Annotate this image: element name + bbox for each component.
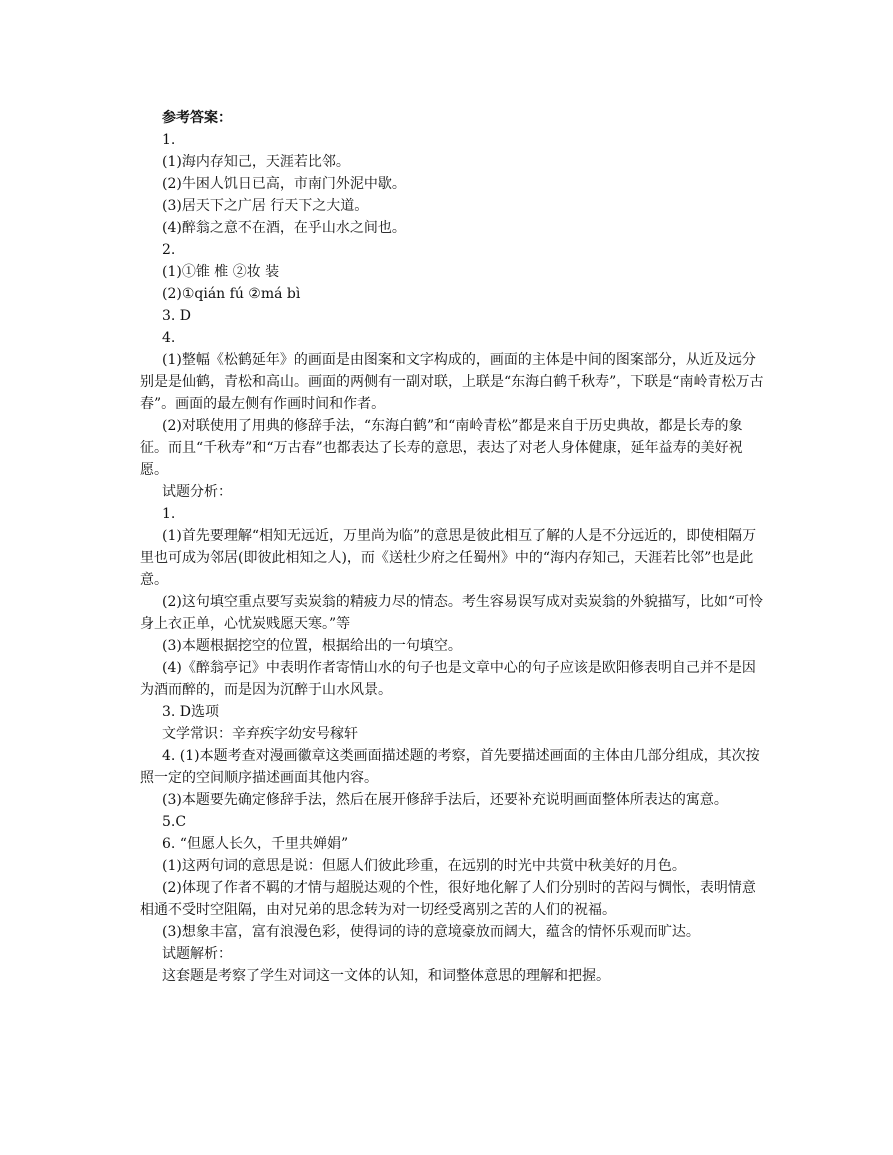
analysis-6-paragraph-3: (3)想象丰富，富有浪漫色彩，使得词的诗的意境豪放而阔大，蕴含的情怀乐观而旷达。 xyxy=(162,924,700,940)
explanation-text: 这套题是考察了学生对词这一文体的认知，和词整体意思的理解和把握。 xyxy=(162,968,610,984)
analysis-3: 3. D选项 xyxy=(162,704,220,720)
q1-item: (2)牛困人饥日已高，市南门外泥中歇。 xyxy=(162,176,406,192)
analysis-4-paragraph-3: (3)本题要先确定修辞手法，然后在展开修辞手法后，还要补充说明画面整体所表达的寓意。 xyxy=(162,792,728,808)
q1-number: 1. xyxy=(162,132,176,148)
q1-item: (4)醉翁之意不在酒，在乎山水之间也。 xyxy=(162,220,406,236)
q4-paragraph-1: (1)整幅《松鹤延年》的画面是由图案和文字构成的，画面的主体是中间的图案部分，从近及远分别是是仙鹤，青松和高山。画面的两侧有一副对联，上联是“东海白鹤千秋寿”，下联是“南岭青松万古春”。画面的最左侧有作画时间和作者。 xyxy=(140,352,764,412)
explanation-title: 试题解析： xyxy=(162,946,232,962)
q2-item: (2)①qián fú ②má bì xyxy=(162,286,301,302)
analysis-1-paragraph-4: (4)《醉翁亭记》中表明作者寄情山水的句子也是文章中心的句子应该是欧阳修表明自己并不是因为酒而醉的，而是因为沉醉于山水风景。 xyxy=(140,660,756,698)
analysis-1-paragraph-3: (3)本题根据挖空的位置，根据给出的一句填空。 xyxy=(162,638,462,654)
analysis-6-paragraph-1: (1)这两句词的意思是说：但愿人们彼此珍重，在远别的时光中共赏中秋美好的月色。 xyxy=(162,858,686,874)
analysis-title: 试题分析： xyxy=(162,484,232,500)
q1-item: (3)居天下之广居 行天下之大道。 xyxy=(162,198,369,214)
q4-number: 4. xyxy=(162,330,176,346)
q2-item: (1)①锥 椎 ②妆 装 xyxy=(162,264,280,280)
literature-note: 文学常识：辛弃疾字幼安号稼轩 xyxy=(162,726,358,742)
answer-heading: 参考答案： xyxy=(162,110,232,126)
q2-number: 2. xyxy=(162,242,176,258)
q1-item: (1)海内存知己，天涯若比邻。 xyxy=(162,154,350,170)
analysis-6: 6. “但愿人长久，千里共婵娟” xyxy=(162,836,349,852)
q4-paragraph-2: (2)对联使用了用典的修辞手法，“东海白鹤”和“南岭青松”都是来自于历史典故，都是长寿的象征。而且“千秋寿”和“万古春”也都表达了长寿的意思，表达了对老人身体健康，延年益寿的美好祝愿。 xyxy=(140,418,743,478)
analysis-5: 5.C xyxy=(162,814,187,830)
q3-answer: 3. D xyxy=(162,308,192,324)
analysis-6-paragraph-2: (2)体现了作者不羁的才情与超脱达观的个性，很好地化解了人们分别时的苦闷与惆怅，表明情意相通不受时空阻隔，由对兄弟的思念转为对一切经受离别之苦的人们的祝福。 xyxy=(140,880,756,918)
analysis-1-paragraph-2: (2)这句填空重点要写卖炭翁的精疲力尽的情态。考生容易误写成对卖炭翁的外貌描写，比如“可怜身上衣正单，心忧炭贱愿天寒。”等 xyxy=(140,594,763,632)
analysis-1-number: 1. xyxy=(162,506,176,522)
analysis-4-paragraph-1: 4. (1)本题考查对漫画徽章这类画面描述题的考察，首先要描述画面的主体由几部分组成，其次按照一定的空间顺序描述画面其他内容。 xyxy=(140,748,760,786)
document-content xyxy=(140,107,768,987)
analysis-1-paragraph-1: (1)首先要理解“相知无远近，万里尚为临”的意思是彼此相互了解的人是不分远近的，即使相隔万里也可成为邻居(即彼此相知之人)，而《送杜少府之任蜀州》中的“海内存知己，天涯若比邻”也是此意。 xyxy=(140,528,757,588)
